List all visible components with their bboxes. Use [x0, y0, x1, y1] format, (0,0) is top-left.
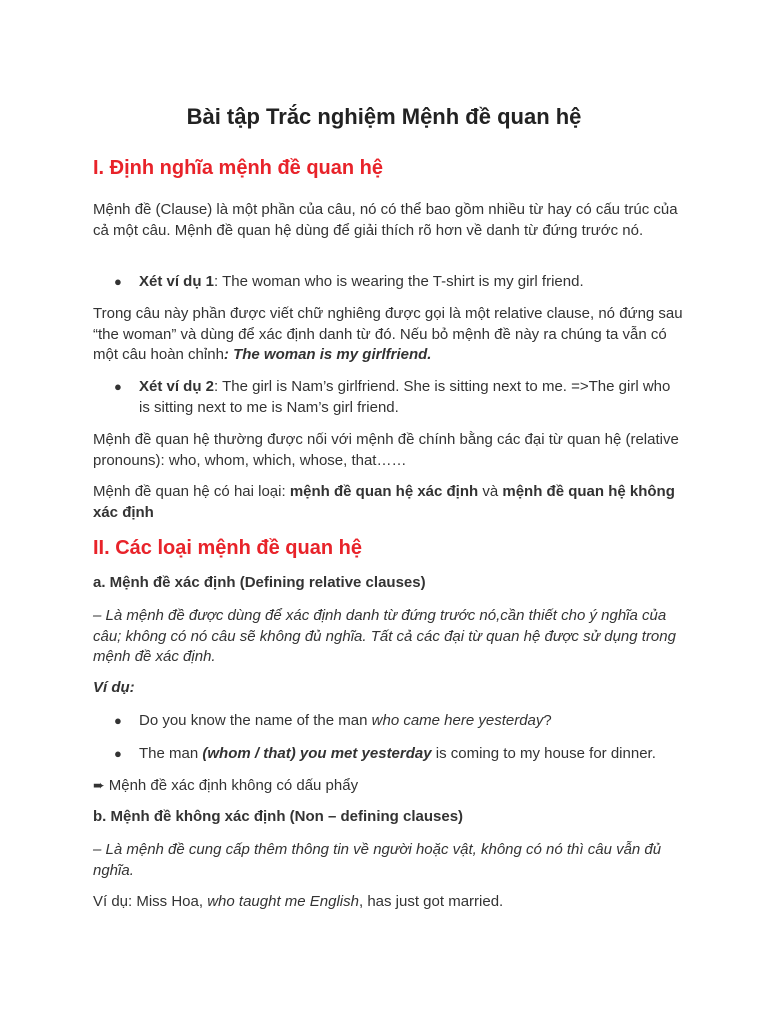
section-2-heading: II. Các loại mệnh đề quan hệ [93, 537, 362, 559]
example-1-label: Xét ví dụ 1 [139, 273, 215, 290]
defining-example-1-end: ? [543, 712, 552, 729]
non-defining-example-end: , has just got married. [358, 893, 504, 910]
bullet-icon: ● [114, 274, 122, 289]
defining-example-1-text: Do you know the name of the man [139, 712, 372, 729]
page-title: Bài tập Trắc nghiệm Mệnh đề quan hệ [186, 104, 582, 129]
paragraph-4-connector: và [478, 483, 503, 500]
section-1-paragraph-2 [93, 304, 683, 366]
bullet-icon: ● [114, 379, 122, 394]
subheading-a: a. Mệnh đề xác định (Defining relative clauses) [93, 574, 426, 591]
defining-example-2-text: The man [139, 745, 203, 762]
section-1-paragraph-3: Mệnh đề quan hệ thường được nối với mệnh đề chính bằng các đại từ quan hệ (relative pronouns): who, whom, which, whose, that…… [93, 431, 679, 469]
subheading-b: b. Mệnh đề không xác định (Non – defining clauses) [93, 808, 464, 825]
example-1-bullet [114, 271, 679, 292]
non-defining-example-text: Ví dụ: Miss Hoa, [93, 893, 208, 910]
defining-example-1-bullet [114, 710, 679, 731]
subsection-a-description: – Là mệnh đề được dùng để xác định danh từ đứng trước nó,cần thiết cho ý nghĩa của câu; không có nó câu sẽ không đủ nghĩa. Tất cả các đại từ quan hệ được sử dụng trong mệnh đề xác định. [93, 607, 676, 665]
arrow-right-icon: ➨ [93, 777, 105, 793]
defining-note-text: Mệnh đề xác định không có dấu phẩy [108, 777, 359, 794]
bullet-icon: ● [114, 746, 122, 761]
example-label: Ví dụ: [93, 679, 135, 696]
subsection-b-description: – Là mệnh đề cung cấp thêm thông tin về người hoặc vật, không có nó thì câu vẫn đủ nghĩa. [93, 841, 662, 879]
bullet-icon: ● [114, 713, 122, 728]
defining-example-1-clause: who came here yesterday [371, 712, 544, 729]
paragraph-2-text: Trong câu này phần được viết chữ nghiêng được gọi là một relative clause, nó đứng sau “the woman” và dùng để xác định danh từ đó. Nếu bỏ mệnh đề này ra chúng ta vẫn có một câu hoàn chỉnh [93, 305, 683, 363]
paragraph-4-text: Mệnh đề quan hệ có hai loại: [93, 483, 290, 500]
paragraph-2-emphasis: : The woman is my girlfriend. [223, 346, 432, 363]
defining-example-2-clause: (whom / that) you met yesterday [202, 745, 432, 762]
paragraph-4-bold-1: mệnh đề quan hệ xác định [289, 483, 479, 500]
defining-example-2-bullet [114, 743, 679, 764]
example-2-label: Xét ví dụ 2 [139, 378, 215, 395]
example-1-text: : The woman who is wearing the T-shirt is my girl friend. [214, 273, 584, 290]
example-2-text: : The girl is Nam’s girlfriend. She is sitting next to me. =>The girl who is sitting next to me is Nam’s girl friend. [139, 378, 671, 416]
section-1-heading: I. Định nghĩa mệnh đề quan hệ [93, 157, 384, 179]
defining-note [93, 775, 683, 797]
section-1-paragraph-4 [93, 482, 683, 523]
non-defining-example [93, 892, 683, 913]
paragraph-4-bold-2: mệnh đề quan hệ không xác định [93, 483, 675, 521]
non-defining-example-clause: who taught me English [207, 893, 359, 910]
example-2-bullet [114, 376, 679, 418]
section-1-paragraph-1: Mệnh đề (Clause) là một phần của câu, nó có thể bao gồm nhiều từ hay có cấu trúc của cả một câu. Mệnh đề quan hệ dùng để giải thích rõ hơn về danh từ đứng trước nó. [93, 201, 678, 239]
defining-example-2-end: is coming to my house for dinner. [431, 745, 656, 762]
